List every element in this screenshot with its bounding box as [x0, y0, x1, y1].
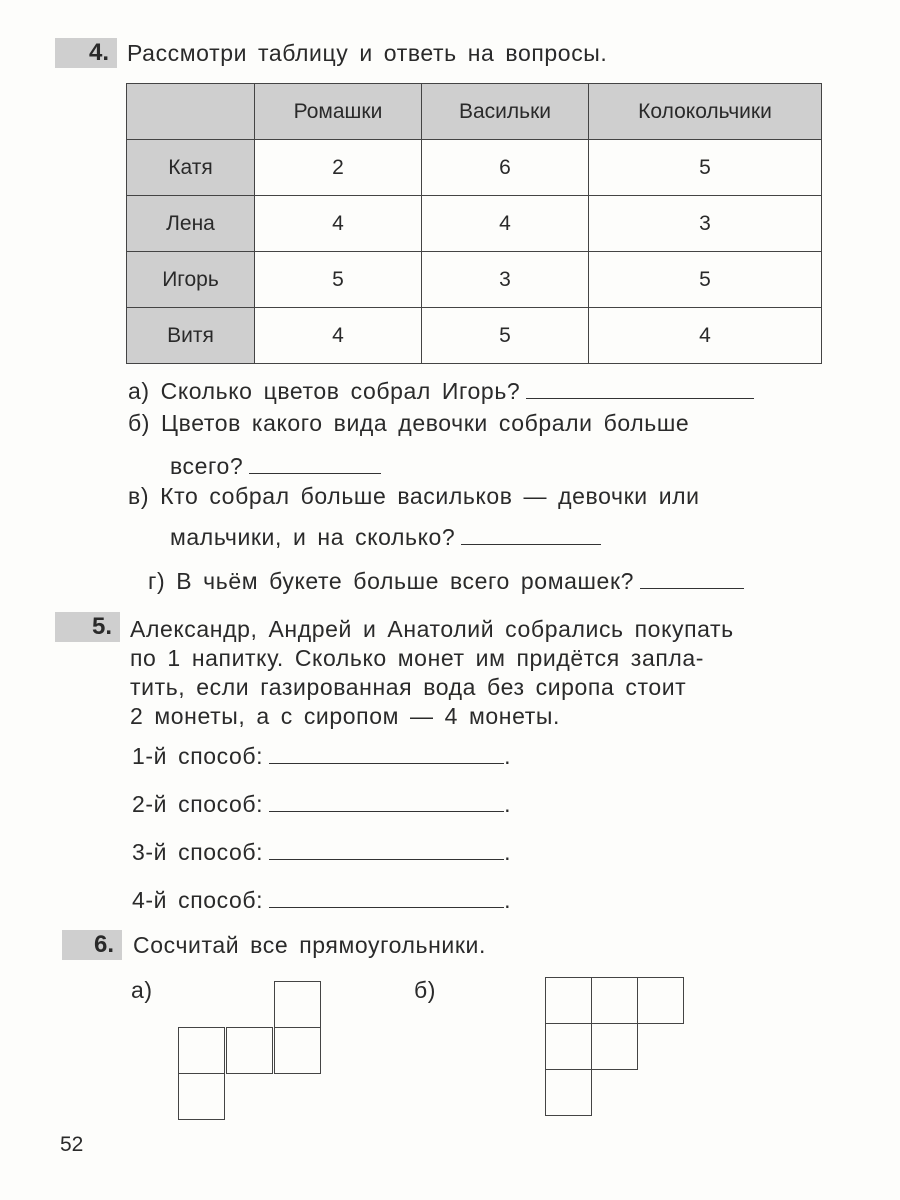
grid-cell [591, 1023, 638, 1070]
question-v-text: мальчики, и на сколько? [170, 524, 456, 550]
row-label: Витя [127, 308, 255, 364]
grid-cell [545, 1023, 592, 1070]
cell: 4 [422, 196, 589, 252]
grid-cell [637, 977, 684, 1024]
figure-a-label: а) [131, 977, 153, 1003]
task-4-title: Рассмотри таблицу и ответь на вопросы. [127, 40, 608, 66]
task-5-line: Александр, Андрей и Анатолий собрались покупать [130, 616, 734, 642]
grid-cell [274, 981, 321, 1028]
table-header [127, 84, 255, 140]
grid-cell [545, 977, 592, 1024]
answer-line[interactable] [526, 398, 754, 399]
question-a-text: а) Сколько цветов собрал Игорь? [128, 378, 521, 404]
question-a [128, 378, 754, 405]
row-label: Лена [127, 196, 255, 252]
way-label: 3-й способ: [132, 839, 264, 865]
dot: . [504, 791, 512, 817]
task-5-line: 2 монеты, а с сиропом — 4 монеты. [130, 703, 560, 729]
task-number-4: 4. [55, 38, 117, 68]
way-1 [132, 743, 511, 770]
dot: . [504, 743, 512, 769]
cell: 5 [589, 140, 822, 196]
flowers-table [126, 83, 822, 364]
question-b-line2 [170, 453, 381, 480]
answer-line[interactable] [269, 763, 504, 764]
answer-line[interactable] [249, 473, 381, 474]
way-3 [132, 839, 511, 866]
grid-cell [591, 977, 638, 1024]
grid-cell [545, 1069, 592, 1116]
way-2 [132, 791, 511, 818]
table-header: Ромашки [255, 84, 422, 140]
question-v-line2 [170, 524, 601, 551]
question-g [148, 568, 744, 595]
answer-line[interactable] [461, 544, 601, 545]
task-5-line: по 1 напитку. Сколько монет им придётся запла- [130, 645, 705, 671]
question-b-text: всего? [170, 453, 244, 479]
table-row [127, 308, 822, 364]
grid-cell [178, 1027, 225, 1074]
answer-line[interactable] [640, 588, 744, 589]
answer-line[interactable] [269, 811, 504, 812]
dot: . [504, 839, 512, 865]
question-b-line1: б) Цветов какого вида девочки собрали больше [128, 410, 690, 436]
table-row [127, 140, 822, 196]
grid-cell [178, 1073, 225, 1120]
grid-cell [226, 1027, 273, 1074]
way-label: 1-й способ: [132, 743, 264, 769]
cell: 3 [589, 196, 822, 252]
task-number-6: 6. [62, 930, 122, 960]
table-row [127, 252, 822, 308]
row-label: Игорь [127, 252, 255, 308]
table-header: Колокольчики [589, 84, 822, 140]
cell: 5 [422, 308, 589, 364]
way-label: 2-й способ: [132, 791, 264, 817]
table-row [127, 196, 822, 252]
task-6-title: Сосчитай все прямоугольники. [133, 932, 486, 958]
figure-b-label: б) [414, 977, 437, 1003]
page-number: 52 [60, 1133, 84, 1156]
question-v-line1: в) Кто собрал больше васильков — девочки или [128, 483, 700, 509]
task-5-text [130, 615, 734, 731]
way-4 [132, 887, 511, 914]
cell: 4 [255, 308, 422, 364]
task-number-5: 5. [55, 612, 120, 642]
dot: . [504, 887, 512, 913]
cell: 4 [589, 308, 822, 364]
table-header: Васильки [422, 84, 589, 140]
question-g-text: г) В чьём букете больше всего ромашек? [148, 568, 635, 594]
cell: 3 [422, 252, 589, 308]
answer-line[interactable] [269, 907, 504, 908]
cell: 5 [589, 252, 822, 308]
cell: 2 [255, 140, 422, 196]
cell: 5 [255, 252, 422, 308]
way-label: 4-й способ: [132, 887, 264, 913]
task-5-line: тить, если газированная вода без сиропа стоит [130, 674, 687, 700]
cell: 6 [422, 140, 589, 196]
row-label: Катя [127, 140, 255, 196]
grid-cell [274, 1027, 321, 1074]
answer-line[interactable] [269, 859, 504, 860]
cell: 4 [255, 196, 422, 252]
